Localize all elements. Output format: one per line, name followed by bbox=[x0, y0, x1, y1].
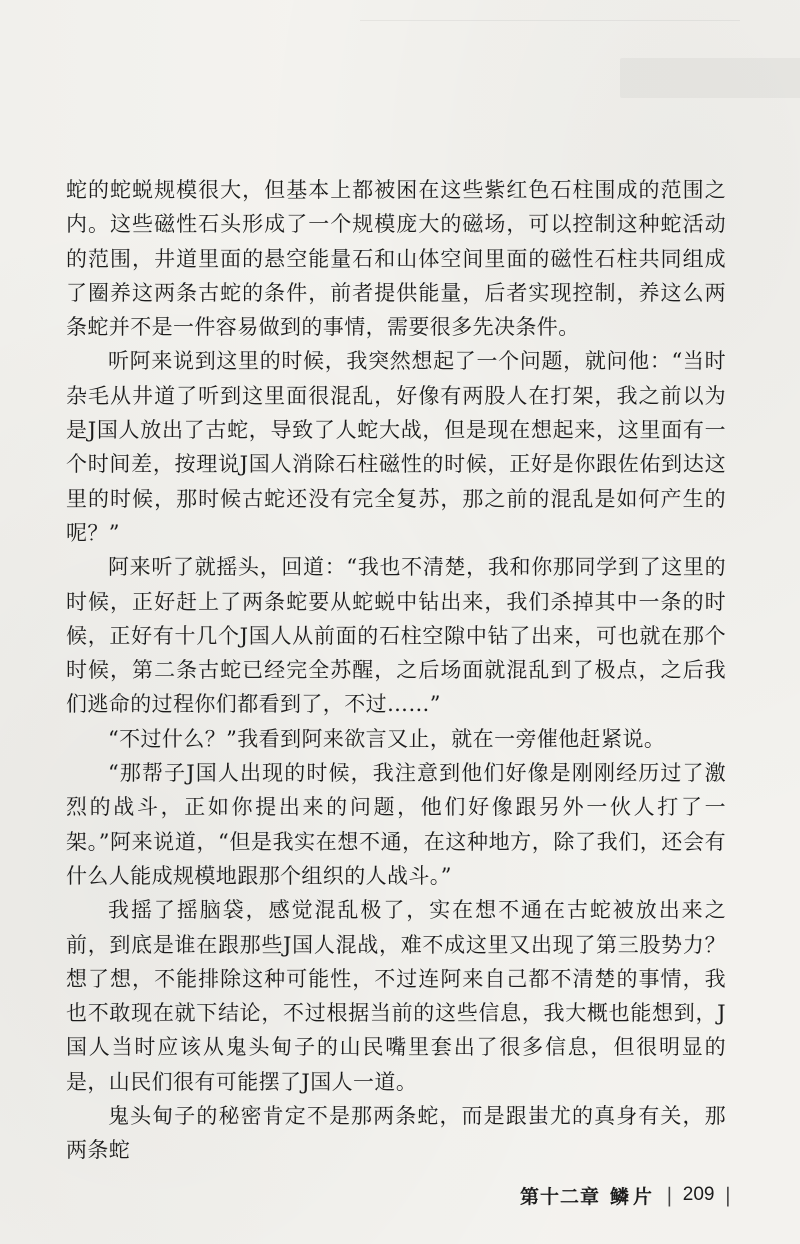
paragraph-1: 蛇的蛇蜕规模很大，但基本上都被困在这些紫红色石柱围成的范围之内。这些磁性石头形成了一个规模庞大的磁场，可以控制这种蛇活动的范围，井道里面的悬空能量石和山体空间里面的磁性石柱共同组成了圈养这两条古蛇的条件，前者提供能量，后者实现控制，养这么两条蛇并不是一件容易做到的事情，需要很多先决条件。 bbox=[66, 178, 726, 340]
paragraph-7: 鬼头甸子的秘密肯定不是那两条蛇，而是跟蚩尤的真身有关，那两条蛇 bbox=[66, 1104, 726, 1163]
footer-separator-left: | bbox=[666, 1183, 673, 1207]
paragraph-2: 听阿来说到这里的时候，我突然想起了一个问题，就问他：“当时杂毛从井道了听到这里面很混乱，好像有两股人在打架，我之前以为是J国人放出了古蛇，导致了人蛇大战，但是现在想起来，这里面有一个时间差，按理说J国人消除石柱磁性的时候，正好是你跟佐佑到达这里的时候，那时候古蛇还没有完全复苏，那之前的混乱是如何产生的呢？” bbox=[66, 349, 726, 545]
body-text bbox=[66, 173, 726, 1168]
paragraph-5: “那帮子J国人出现的时候，我注意到他们好像是刚刚经历过了激烈的战斗，正如你提出来的问题，他们好像跟另外一伙人打了一架。”阿来说道，“但是我实在想不通，在这种地方，除了我们，还会有什么人能成规模地跟那个组织的人战斗。” bbox=[66, 761, 726, 888]
chapter-label: 第十二章 bbox=[520, 1185, 601, 1208]
page-number: 209 bbox=[682, 1184, 715, 1205]
page-footer bbox=[520, 1175, 750, 1215]
bleed-through-line bbox=[360, 20, 740, 21]
footer-separator-right: | bbox=[724, 1183, 732, 1207]
bleed-through-header bbox=[0, 0, 800, 120]
chapter-title: 鳞片 bbox=[610, 1185, 657, 1208]
paragraph-4: “不过什么？”我看到阿来欲言又止，就在一旁催他赶紧说。 bbox=[108, 726, 666, 751]
bleed-through-band bbox=[620, 58, 800, 98]
paragraph-6: 我摇了摇脑袋，感觉混乱极了，实在想不通在古蛇被放出来之前，到底是谁在跟那些J国人混战，难不成这里又出现了第三股势力？想了想，不能排除这种可能性，不过连阿来自己都不清楚的事情，我也不敢现在就下结论，不过根据当前的这些信息，我大概也能想到，J国人当时应该从鬼头甸子的山民嘴里套出了很多信息，但很明显的是，山民们很有可能摆了J国人一道。 bbox=[66, 898, 726, 1094]
paragraph-3: 阿来听了就摇头，回道：“我也不清楚，我和你那同学到了这里的时候，正好赶上了两条蛇要从蛇蜕中钻出来，我们杀掉其中一条的时候，正好有十几个J国人从前面的石柱空隙中钻了出来，可也就在那个时候，第二条古蛇已经完全苏醒，之后场面就混乱到了极点，之后我们逃命的过程你们都看到了，不过……” bbox=[66, 555, 726, 717]
